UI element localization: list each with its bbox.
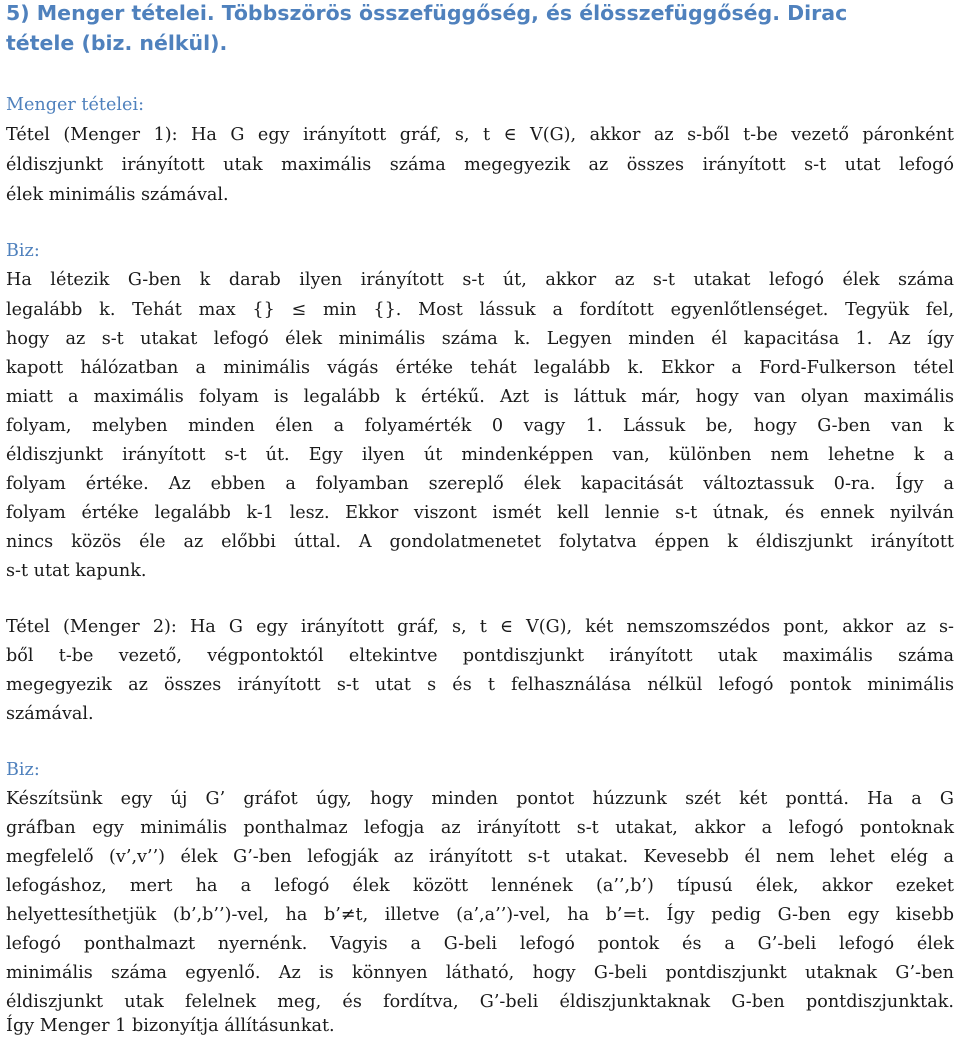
proof1-line: hogy az s-t utakat lefogó élek minimális száma k. Legyen minden él kapacitása 1. Az így xyxy=(6,329,954,349)
proof1-line: folyam értéke legalább k-1 lesz. Ekkor viszont ismét kell lennie s-t útnak, és ennek nyilván xyxy=(6,503,954,523)
theorem1-line: Tétel (Menger 1): Ha G egy irányított gráf, s, t ∈ V(G), akkor az s-ből t-be vezető páronként xyxy=(6,125,954,145)
theorem2-line: Tétel (Menger 2): Ha G egy irányított gráf, s, t ∈ V(G), két nemszomszédos pont, akkor az s- xyxy=(6,617,954,637)
proof2-line: megfelelő (v’,v’’) élek G’-ben lefogják az irányított s-t utakat. Kevesebb él nem lehet elég a xyxy=(6,847,954,867)
proof1-line: Ha létezik G-ben k darab ilyen irányított s-t út, akkor az s-t utakat lefogó élek száma xyxy=(6,270,954,290)
theorem2-line: ből t-be vezető, végpontoktól eltekintve pontdiszjunkt irányított utak maximális száma xyxy=(6,646,954,666)
proof1-line: folyam értéke. Az ebben a folyamban szereplő élek kapacitását változtassuk 0-ra. Így a xyxy=(6,474,954,494)
proof1-line: nincs közös éle az előbbi úttal. A gondolatmenetet folytatva éppen k éldiszjunkt irányított xyxy=(6,532,954,552)
proof2-line: minimális száma egyenlő. Az is könnyen látható, hogy G-beli pontdiszjunkt utaknak G’-ben xyxy=(6,963,954,983)
theorem2-line: megegyezik az összes irányított s-t utat s és t felhasználása nélkül lefogó pontok minimális xyxy=(6,675,954,695)
proof1-line: kapott hálózatban a minimális vágás értéke tehát legalább k. Ekkor a Ford-Fulkerson tétel xyxy=(6,358,954,378)
theorem1-line: élek minimális számával. xyxy=(6,185,229,205)
theorem1-line: éldiszjunkt irányított utak maximális száma megegyezik az összes irányított s-t utat lefogó xyxy=(6,155,954,175)
proof2-line: lefogó ponthalmazt nyernénk. Vagyis a G-beli lefogó pontok és a G’-beli lefogó élek xyxy=(6,934,954,954)
proof2-line: gráfban egy minimális ponthalmaz lefogja az irányított s-t utakat, akkor a lefogó pontoknak xyxy=(6,818,954,838)
proof2-line: helyettesíthetjük (b’,b’’)-vel, ha b’≠t, illetve (a’,a’’)-vel, ha b’=t. Így pedig G-ben egy kisebb xyxy=(6,905,954,925)
proof2-label: Biz: xyxy=(6,760,40,780)
section-heading xyxy=(6,0,956,58)
theorem2-line: számával. xyxy=(6,704,94,724)
intro-label: Menger tételei: xyxy=(6,95,144,115)
proof2-line: Így Menger 1 bizonyítja állításunkat. xyxy=(6,1016,335,1036)
proof1-label: Biz: xyxy=(6,241,40,261)
proof1-line: miatt a maximális folyam is legalább k értékű. Azt is láttuk már, hogy van olyan maximális xyxy=(6,387,954,407)
proof1-line: legalább k. Tehát max {} ≤ min {}. Most lássuk a fordított egyenlőtlenséget. Tegyük fel, xyxy=(6,300,954,320)
proof2-line: éldiszjunkt utak felelnek meg, és fordítva, G’-beli éldiszjunktaknak G-ben pontdiszjunktak. xyxy=(6,992,954,1012)
proof2-line: Készítsünk egy új G’ gráfot úgy, hogy minden pontot húzzunk szét két ponttá. Ha a G xyxy=(6,789,954,809)
proof1-line: éldiszjunkt irányított s-t út. Egy ilyen út mindenképpen van, különben nem lehetne k a xyxy=(6,445,954,465)
heading-line-2: tétele (biz. nélkül). xyxy=(6,31,228,55)
heading-line-1: 5) Menger tételei. Többszörös összefüggőség, és élösszefüggőség. Dirac xyxy=(6,1,848,25)
proof2-line: lefogáshoz, mert ha a lefogó élek között lennének (a’’,b’) típusú élek, akkor ezeket xyxy=(6,876,954,896)
proof1-line: folyam, melyben minden élen a folyamérték 0 vagy 1. Lássuk be, hogy G-ben van k xyxy=(6,416,954,436)
proof1-line: s-t utat kapunk. xyxy=(6,561,147,581)
